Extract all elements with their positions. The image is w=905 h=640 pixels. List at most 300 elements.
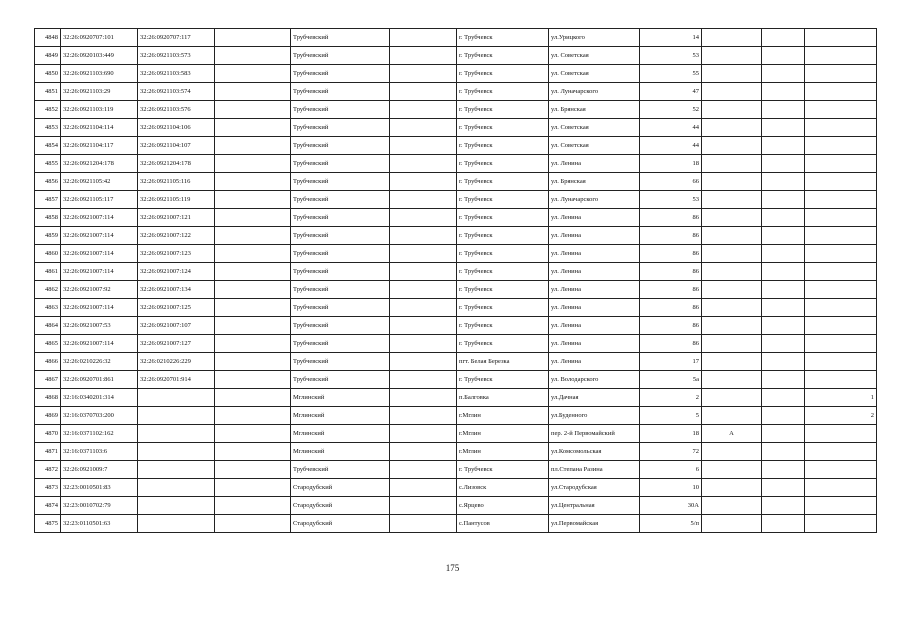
table-cell — [805, 65, 877, 83]
table-cell — [390, 137, 457, 155]
table-cell — [762, 101, 805, 119]
table-row — [35, 317, 877, 335]
table-row — [35, 515, 877, 533]
table-cell — [805, 83, 877, 101]
table-cell: 32:26:0921103:29 — [61, 83, 138, 101]
table-cell — [762, 263, 805, 281]
table-cell: г. Трубчевск — [457, 119, 549, 137]
table-cell — [390, 353, 457, 371]
table-cell — [762, 119, 805, 137]
table-cell: г. Трубчевск — [457, 83, 549, 101]
table-cell: 32:26:0921103:583 — [138, 65, 215, 83]
table-cell — [215, 209, 291, 227]
table-cell — [215, 425, 291, 443]
table-cell — [390, 281, 457, 299]
table-cell: Трубчевский — [291, 353, 390, 371]
table-cell: 52 — [640, 101, 702, 119]
table-cell: г. Трубчевск — [457, 191, 549, 209]
table-cell — [762, 191, 805, 209]
table-cell — [215, 263, 291, 281]
table-row — [35, 155, 877, 173]
table-cell — [762, 29, 805, 47]
table-cell — [390, 515, 457, 533]
table-cell: 32:26:0921007:114 — [61, 245, 138, 263]
table-cell: 4853 — [35, 119, 61, 137]
table-cell: Трубчевский — [291, 227, 390, 245]
table-cell — [138, 479, 215, 497]
table-cell: 4848 — [35, 29, 61, 47]
table-cell: Трубчевский — [291, 65, 390, 83]
table-cell: 32:26:0921007:127 — [138, 335, 215, 353]
table-cell: 4869 — [35, 407, 61, 425]
table-cell — [702, 335, 762, 353]
table-cell — [702, 389, 762, 407]
table-cell: 32:16:0371102:162 — [61, 425, 138, 443]
table-cell — [762, 389, 805, 407]
table-cell: ул. Ленина — [549, 209, 640, 227]
table-cell — [805, 155, 877, 173]
table-row — [35, 83, 877, 101]
table-cell — [762, 65, 805, 83]
table-cell: ул. Советская — [549, 137, 640, 155]
table-row — [35, 407, 877, 425]
table-cell: 32:26:0921007:123 — [138, 245, 215, 263]
table-cell — [702, 443, 762, 461]
table-cell: 53 — [640, 47, 702, 65]
table-cell: 4856 — [35, 173, 61, 191]
table-cell: 4849 — [35, 47, 61, 65]
table-cell — [702, 101, 762, 119]
table-cell: Трубчевский — [291, 101, 390, 119]
table-cell: 4859 — [35, 227, 61, 245]
table-cell — [390, 317, 457, 335]
table-cell: пер. 2-й Первомайский — [549, 425, 640, 443]
table-cell: с.Лизовск — [457, 479, 549, 497]
table-cell — [215, 389, 291, 407]
table-cell: Стародубский — [291, 497, 390, 515]
table-cell — [762, 515, 805, 533]
table-cell: 32:26:0921007:92 — [61, 281, 138, 299]
table-cell: ул. Ленина — [549, 299, 640, 317]
table-cell: ул.Дачная — [549, 389, 640, 407]
table-cell — [390, 83, 457, 101]
table-cell — [762, 335, 805, 353]
table-cell: ул. Луначарского — [549, 191, 640, 209]
table-cell: 32:26:0920103:449 — [61, 47, 138, 65]
table-cell — [805, 119, 877, 137]
table-cell: г. Трубчевск — [457, 209, 549, 227]
table-cell: г. Трубчевск — [457, 155, 549, 173]
table-cell — [138, 443, 215, 461]
table-cell — [215, 227, 291, 245]
table-cell — [702, 317, 762, 335]
table-cell: 72 — [640, 443, 702, 461]
table-cell — [390, 101, 457, 119]
table-cell: 55 — [640, 65, 702, 83]
table-row — [35, 119, 877, 137]
table-cell — [805, 263, 877, 281]
table-cell — [762, 47, 805, 65]
table-cell: 6 — [640, 461, 702, 479]
table-row — [35, 65, 877, 83]
table-cell: ул. Брянская — [549, 101, 640, 119]
table-cell: 32:26:0921103:119 — [61, 101, 138, 119]
table-cell — [702, 497, 762, 515]
table-cell — [215, 335, 291, 353]
table-cell: ул.Центральная — [549, 497, 640, 515]
table-cell — [215, 191, 291, 209]
table-cell — [702, 461, 762, 479]
table-cell: Мглинский — [291, 389, 390, 407]
table-cell — [762, 317, 805, 335]
table-row — [35, 479, 877, 497]
table-cell — [390, 227, 457, 245]
table-cell: г. Трубчевск — [457, 317, 549, 335]
table-cell: 86 — [640, 227, 702, 245]
table-cell — [702, 263, 762, 281]
table-cell: 47 — [640, 83, 702, 101]
table-cell: 4858 — [35, 209, 61, 227]
table-cell: 30А — [640, 497, 702, 515]
table-cell — [215, 119, 291, 137]
table-cell — [215, 443, 291, 461]
table-cell: 2 — [640, 389, 702, 407]
table-cell — [215, 65, 291, 83]
table-cell — [805, 191, 877, 209]
table-cell — [215, 515, 291, 533]
table-cell: 32:26:0921103:690 — [61, 65, 138, 83]
table-cell: 10 — [640, 479, 702, 497]
table-cell — [762, 137, 805, 155]
table-row — [35, 497, 877, 515]
table-row — [35, 263, 877, 281]
table-cell — [215, 371, 291, 389]
table-body — [35, 29, 877, 533]
table-cell — [702, 407, 762, 425]
table-cell — [762, 479, 805, 497]
table-cell — [805, 443, 877, 461]
table-cell — [138, 389, 215, 407]
table-cell: 32:26:0921007:122 — [138, 227, 215, 245]
table-cell: 44 — [640, 119, 702, 137]
table-cell — [215, 353, 291, 371]
table-cell: ул.Первомайская — [549, 515, 640, 533]
table-cell: 4872 — [35, 461, 61, 479]
table-cell: 32:26:0921104:117 — [61, 137, 138, 155]
table-cell: 32:26:0920701:914 — [138, 371, 215, 389]
table-cell — [702, 353, 762, 371]
table-cell: п.Балговка — [457, 389, 549, 407]
table-cell: 32:26:0920701:861 — [61, 371, 138, 389]
table-cell — [762, 461, 805, 479]
table-cell: пгт. Белая Березка — [457, 353, 549, 371]
table-row — [35, 227, 877, 245]
register-table — [34, 28, 877, 533]
table-cell: 4873 — [35, 479, 61, 497]
table-cell: 17 — [640, 353, 702, 371]
table-cell — [390, 407, 457, 425]
table-cell — [215, 245, 291, 263]
table-cell — [805, 281, 877, 299]
table-cell — [762, 173, 805, 191]
table-cell: 32:26:0921007:134 — [138, 281, 215, 299]
table-row — [35, 191, 877, 209]
table-cell — [762, 227, 805, 245]
table-cell: Трубчевский — [291, 191, 390, 209]
table-cell: г. Трубчевск — [457, 299, 549, 317]
table-cell: 32:16:0370703:200 — [61, 407, 138, 425]
table-cell — [805, 497, 877, 515]
table-cell: г.Мглин — [457, 407, 549, 425]
table-cell: 86 — [640, 281, 702, 299]
table-cell: ул.Урицкого — [549, 29, 640, 47]
table-cell — [805, 515, 877, 533]
table-cell: с.Пантусов — [457, 515, 549, 533]
table-cell — [805, 425, 877, 443]
table-cell: 4866 — [35, 353, 61, 371]
table-cell — [390, 29, 457, 47]
table-cell — [702, 245, 762, 263]
table-cell: Трубчевский — [291, 83, 390, 101]
table-cell — [390, 425, 457, 443]
table-cell: 32:26:0921007:121 — [138, 209, 215, 227]
table-cell — [138, 515, 215, 533]
table-cell — [215, 407, 291, 425]
table-cell — [390, 119, 457, 137]
table-row — [35, 335, 877, 353]
table-cell: 4864 — [35, 317, 61, 335]
table-cell: 4860 — [35, 245, 61, 263]
table-cell — [762, 497, 805, 515]
table-cell — [215, 299, 291, 317]
table-cell — [138, 407, 215, 425]
table-row — [35, 371, 877, 389]
table-cell — [390, 299, 457, 317]
table-cell — [805, 479, 877, 497]
table-cell — [215, 29, 291, 47]
table-cell: Трубчевский — [291, 371, 390, 389]
table-cell: 44 — [640, 137, 702, 155]
table-row — [35, 47, 877, 65]
table-cell: ул. Ленина — [549, 353, 640, 371]
table-cell — [762, 281, 805, 299]
table-cell — [138, 461, 215, 479]
table-cell: Трубчевский — [291, 137, 390, 155]
table-cell: 32:26:0921103:574 — [138, 83, 215, 101]
table-cell — [390, 443, 457, 461]
table-cell: ул. Ленина — [549, 281, 640, 299]
table-cell: 1 — [805, 389, 877, 407]
table-cell: 4852 — [35, 101, 61, 119]
table-cell: 32:26:0921007:114 — [61, 299, 138, 317]
table-cell: г. Трубчевск — [457, 245, 549, 263]
table-cell: 4862 — [35, 281, 61, 299]
table-cell: Мглинский — [291, 407, 390, 425]
table-cell: Трубчевский — [291, 317, 390, 335]
table-cell: 32:26:0921105:116 — [138, 173, 215, 191]
table-cell: Трубчевский — [291, 155, 390, 173]
table-cell: г. Трубчевск — [457, 227, 549, 245]
table-cell: 32:26:0921104:107 — [138, 137, 215, 155]
table-cell: с.Ярцево — [457, 497, 549, 515]
table-cell — [702, 137, 762, 155]
table-cell — [762, 83, 805, 101]
table-cell — [390, 155, 457, 173]
table-cell: 32:26:0921009:7 — [61, 461, 138, 479]
table-cell — [702, 299, 762, 317]
table-cell: 5 — [640, 407, 702, 425]
table-cell — [762, 353, 805, 371]
table-cell: 32:26:0210226:229 — [138, 353, 215, 371]
table-cell — [390, 245, 457, 263]
table-cell: 32:26:0921204:178 — [61, 155, 138, 173]
table-cell — [390, 389, 457, 407]
table-cell: 32:26:0921103:576 — [138, 101, 215, 119]
table-cell — [805, 29, 877, 47]
table-cell: 4863 — [35, 299, 61, 317]
table-cell: ул.Комсомольская — [549, 443, 640, 461]
table-cell: 4865 — [35, 335, 61, 353]
table-cell — [390, 461, 457, 479]
table-cell: Трубчевский — [291, 119, 390, 137]
table-row — [35, 443, 877, 461]
table-cell: 32:26:0921007:114 — [61, 209, 138, 227]
table-cell: Трубчевский — [291, 47, 390, 65]
table-cell: Трубчевский — [291, 299, 390, 317]
table-cell: 4867 — [35, 371, 61, 389]
table-cell: 53 — [640, 191, 702, 209]
table-cell — [702, 65, 762, 83]
table-cell: 4868 — [35, 389, 61, 407]
table-cell — [762, 443, 805, 461]
table-cell: 86 — [640, 299, 702, 317]
table-cell: Мглинский — [291, 425, 390, 443]
table-cell: г. Трубчевск — [457, 371, 549, 389]
table-row — [35, 137, 877, 155]
table-cell: 32:26:0921007:114 — [61, 227, 138, 245]
table-cell — [702, 515, 762, 533]
table-cell: ул. Луначарского — [549, 83, 640, 101]
table-cell: 32:26:0210226:32 — [61, 353, 138, 371]
table-cell: Трубчевский — [291, 281, 390, 299]
table-cell: ул. Ленина — [549, 263, 640, 281]
table-cell — [215, 479, 291, 497]
table-cell: г.Мглин — [457, 443, 549, 461]
table-cell — [390, 65, 457, 83]
table-cell: 5а — [640, 371, 702, 389]
table-cell — [762, 371, 805, 389]
table-cell: 32:16:0371103:6 — [61, 443, 138, 461]
table-cell — [390, 479, 457, 497]
table-cell — [805, 173, 877, 191]
table-cell: 4851 — [35, 83, 61, 101]
table-cell: 4870 — [35, 425, 61, 443]
table-cell — [702, 173, 762, 191]
table-cell — [215, 173, 291, 191]
table-cell: ул. Ленина — [549, 155, 640, 173]
table-cell — [215, 155, 291, 173]
table-cell — [805, 335, 877, 353]
table-cell — [805, 299, 877, 317]
table-cell: 18 — [640, 425, 702, 443]
table-cell: 2 — [805, 407, 877, 425]
table-cell — [215, 47, 291, 65]
table-cell — [215, 281, 291, 299]
table-cell: 66 — [640, 173, 702, 191]
table-cell — [805, 227, 877, 245]
table-cell: 86 — [640, 245, 702, 263]
table-cell — [702, 29, 762, 47]
table-cell — [762, 299, 805, 317]
table-cell: 32:26:0921204:178 — [138, 155, 215, 173]
table-cell: ул.Буденного — [549, 407, 640, 425]
table-cell: ул. Брянская — [549, 173, 640, 191]
table-cell: 32:26:0921105:42 — [61, 173, 138, 191]
table-cell — [805, 371, 877, 389]
table-cell — [702, 371, 762, 389]
table-cell: г. Трубчевск — [457, 281, 549, 299]
table-cell — [390, 173, 457, 191]
table-cell — [702, 479, 762, 497]
table-cell: ул. Ленина — [549, 227, 640, 245]
table-cell: ул. Володарского — [549, 371, 640, 389]
table-row — [35, 209, 877, 227]
table-cell — [138, 425, 215, 443]
table-cell — [805, 209, 877, 227]
table-cell — [138, 497, 215, 515]
table-cell — [390, 263, 457, 281]
table-cell: 32:26:0921007:107 — [138, 317, 215, 335]
table-cell: ул. Ленина — [549, 317, 640, 335]
table-cell — [702, 119, 762, 137]
table-cell — [702, 155, 762, 173]
table-row — [35, 173, 877, 191]
table-cell — [702, 227, 762, 245]
table-cell — [805, 245, 877, 263]
table-cell: г. Трубчевск — [457, 65, 549, 83]
table-cell: 32:23:0010702:79 — [61, 497, 138, 515]
table-cell: Трубчевский — [291, 461, 390, 479]
table-cell: 4875 — [35, 515, 61, 533]
table-cell: 5/п — [640, 515, 702, 533]
table-cell: 86 — [640, 317, 702, 335]
table-row — [35, 101, 877, 119]
table-cell — [805, 137, 877, 155]
table-cell: г. Трубчевск — [457, 137, 549, 155]
table-cell: 4871 — [35, 443, 61, 461]
table-row — [35, 353, 877, 371]
table-cell: ул. Ленина — [549, 245, 640, 263]
table-cell: Трубчевский — [291, 173, 390, 191]
table-cell: 32:23:0110501:63 — [61, 515, 138, 533]
table-cell: 18 — [640, 155, 702, 173]
table-cell: 86 — [640, 263, 702, 281]
table-cell — [390, 335, 457, 353]
table-cell: г. Трубчевск — [457, 29, 549, 47]
table-cell: 4861 — [35, 263, 61, 281]
table-cell: Мглинский — [291, 443, 390, 461]
table-cell: 14 — [640, 29, 702, 47]
table-cell — [390, 371, 457, 389]
table-cell: Трубчевский — [291, 209, 390, 227]
table-cell: 32:26:0921105:117 — [61, 191, 138, 209]
table-cell: А — [702, 425, 762, 443]
table-row — [35, 425, 877, 443]
table-cell: ул.Стародубская — [549, 479, 640, 497]
table-cell: 86 — [640, 209, 702, 227]
table-row — [35, 389, 877, 407]
table-cell: 4855 — [35, 155, 61, 173]
